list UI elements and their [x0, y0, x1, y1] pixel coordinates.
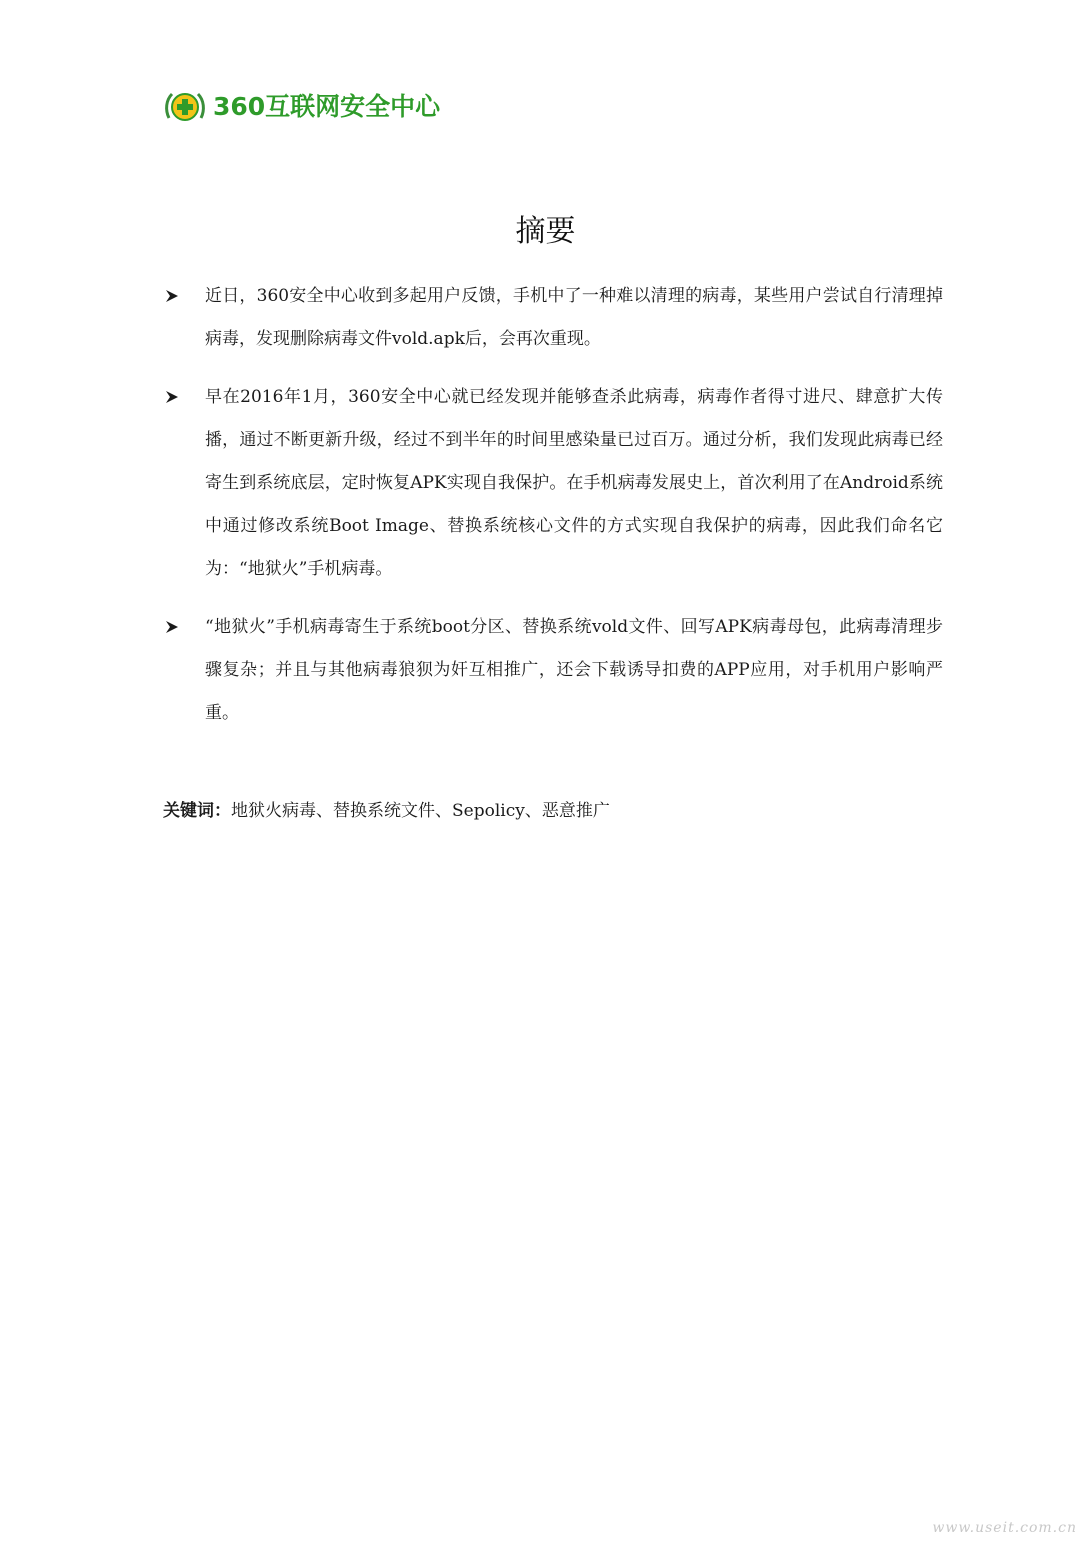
- header-logo: [163, 88, 440, 126]
- arrow-bullet-icon: [165, 390, 179, 404]
- watermark: www.useit.com.cn: [932, 1520, 1077, 1536]
- bullet-text: 早在2016年1月，360安全中心就已经发现并能够查杀此病毒，病毒作者得寸进尺、肆意扩大传播，通过不断更新升级，经过不到半年的时间里感染量已过百万。通过分析，我们发现此病毒已经寄生到系统底层，定时恢复APK实现自我保护。在手机病毒发展史上，首次利用了在Android系统中通过修改系统Boot Image、替换系统核心文件的方式实现自我保护的病毒，因此我们命名它为：“地狱火”手机病毒。: [205, 387, 943, 579]
- keywords-line: [163, 795, 610, 827]
- logo-text: 360互联网安全中心: [213, 92, 441, 121]
- keywords-label: 关键词：: [163, 801, 231, 821]
- arrow-bullet-icon: [165, 289, 179, 303]
- list-item: [163, 376, 943, 591]
- list-item: [163, 606, 943, 735]
- page-title: 摘要: [515, 214, 576, 249]
- list-item: [163, 275, 943, 361]
- bullet-text: 近日，360安全中心收到多起用户反馈，手机中了一种难以清理的病毒，某些用户尝试自行清理掉病毒，发现删除病毒文件vold.apk后，会再次重现。: [205, 286, 943, 349]
- 360-shield-laurel-icon: [163, 88, 207, 126]
- keywords-text: 地狱火病毒、替换系统文件、Sepolicy、恶意推广: [231, 801, 610, 821]
- summary-bullet-list: [163, 275, 943, 750]
- bullet-text: “地狱火”手机病毒寄生于系统boot分区、替换系统vold文件、回写APK病毒母包，此病毒清理步骤复杂；并且与其他病毒狼狈为奸互相推广，还会下载诱导扣费的APP应用，对手机用户影响严重。: [205, 617, 943, 723]
- arrow-bullet-icon: [165, 620, 179, 634]
